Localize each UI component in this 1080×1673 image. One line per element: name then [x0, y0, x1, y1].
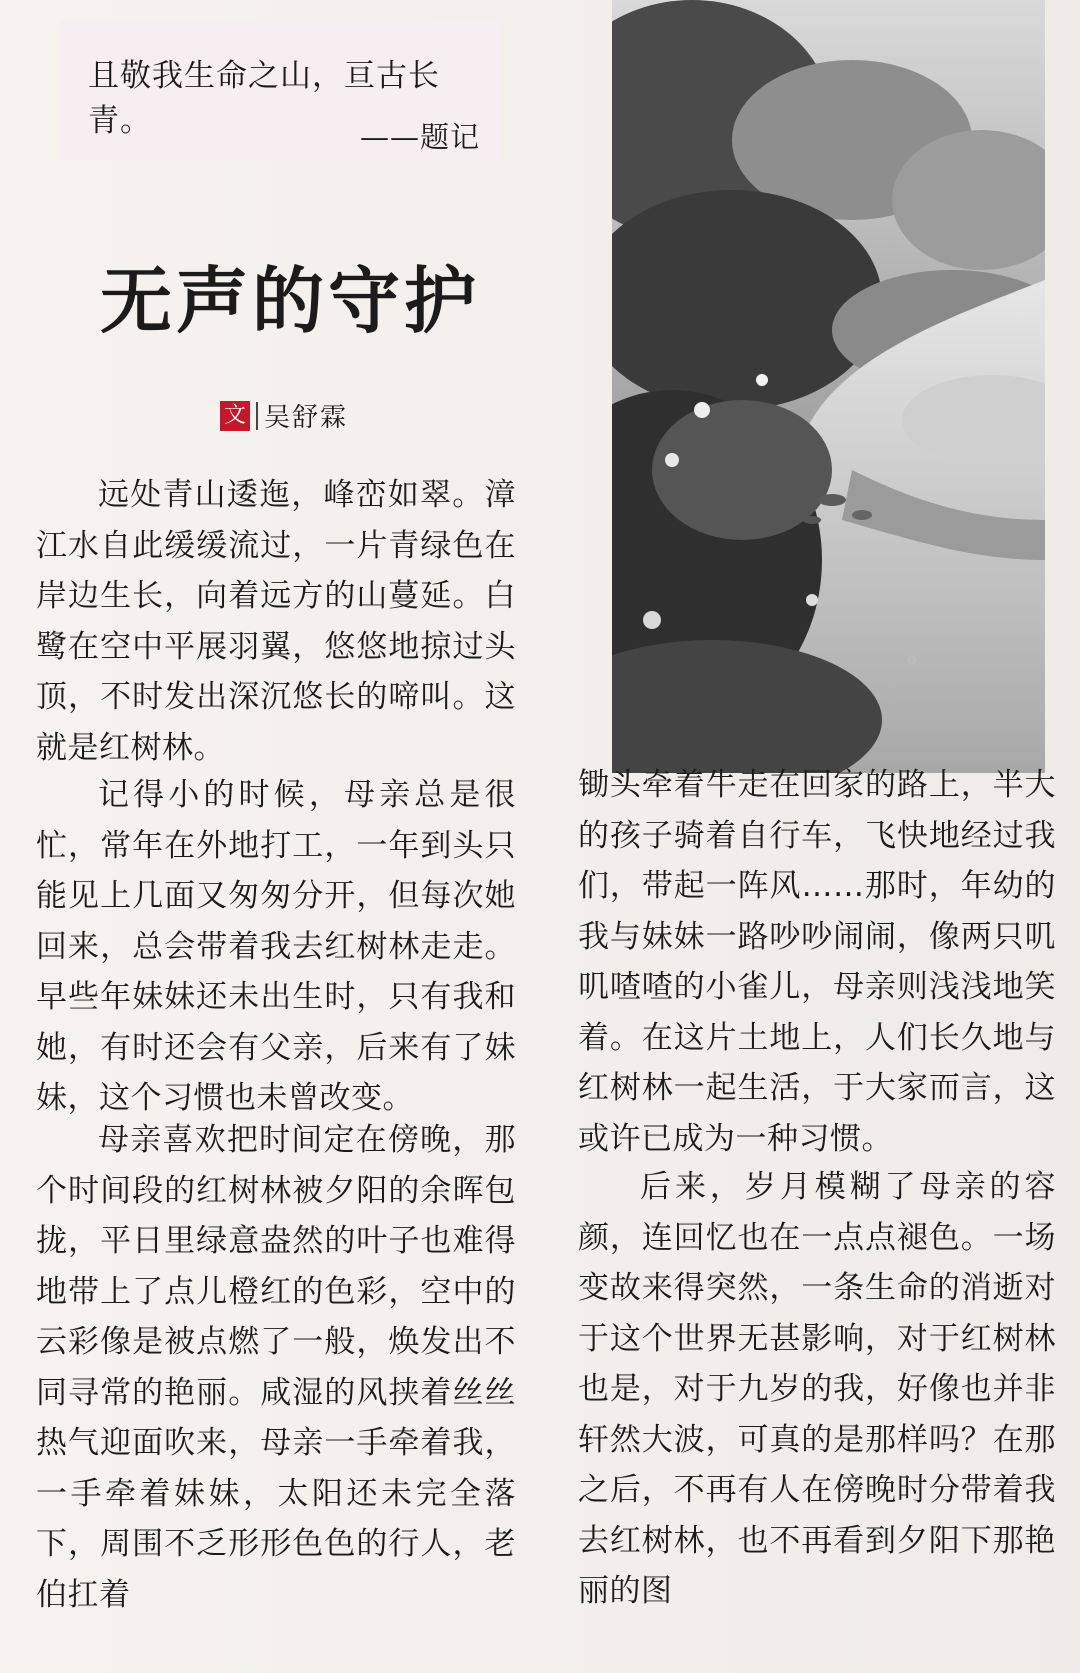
- right-paragraph-2: 后来，岁月模糊了母亲的容颜，连回忆也在一点点褪色。一场变故来得突然，一条生命的消逝对于这个世界无甚影响，对于红树林也是，对于九岁的我，好像也并非轩然大波，可真的是那样吗？在那之后，不再有人在傍晚时分带着我去红树林，也不再看到夕阳下那艳丽的图: [578, 1169, 1056, 1609]
- article-title: 无声的守护: [100, 259, 481, 343]
- byline-divider: [256, 402, 258, 430]
- mangrove-illustration: [612, 0, 1045, 773]
- byline-badge: 文: [220, 401, 250, 431]
- left-paragraph-3: 母亲喜欢把时间定在傍晚，那个时间段的红树林被夕阳的余晖包拢，平日里绿意盎然的叶子也难得地带上了点儿橙红的色彩，空中的云彩像是被点燃了一般，焕发出不同寻常的艳丽。咸湿的风挟着丝丝热气迎面吹来，母亲一手牵着我，一手牵着妹妹，太阳还未完全落下，周围不乏形形色色的行人，老伯扛着: [36, 1122, 516, 1613]
- byline: [220, 397, 348, 434]
- right-paragraph-1: 锄头牵着牛走在回家的路上，半大的孩子骑着自行车，飞快地经过我们，带起一阵风……那时，年幼的我与妹妹一路吵吵闹闹，像两只叽叽喳喳的小雀儿，母亲则浅浅地笑着。在这片土地上，人们长久地与红树林一起生活，于大家而言，这或许已成为一种习惯。: [578, 767, 1056, 1157]
- epigraph-box: [60, 20, 500, 160]
- left-paragraph-2: 记得小的时候，母亲总是很忙，常年在外地打工，一年到头只能见上几面又匆匆分开，但每次她回来，总会带着我去红树林走走。早些年妹妹还未出生时，只有我和她，有时还会有父亲，后来有了妹妹，这个习惯也未曾改变。: [36, 777, 516, 1116]
- epigraph-source: ——题记: [359, 120, 480, 154]
- epigraph-text: 且敬我生命之山，亘古长青。: [88, 58, 440, 139]
- left-paragraph-1: 远处青山逶迤，峰峦如翠。漳江水自此缓缓流过，一片青绿色在岸边生长，向着远方的山蔓延。白鹭在空中平展羽翼，悠悠地掠过头顶，不时发出深沉悠长的啼叫。这就是红树林。: [36, 477, 516, 766]
- author-name: 吴舒霖: [264, 403, 349, 433]
